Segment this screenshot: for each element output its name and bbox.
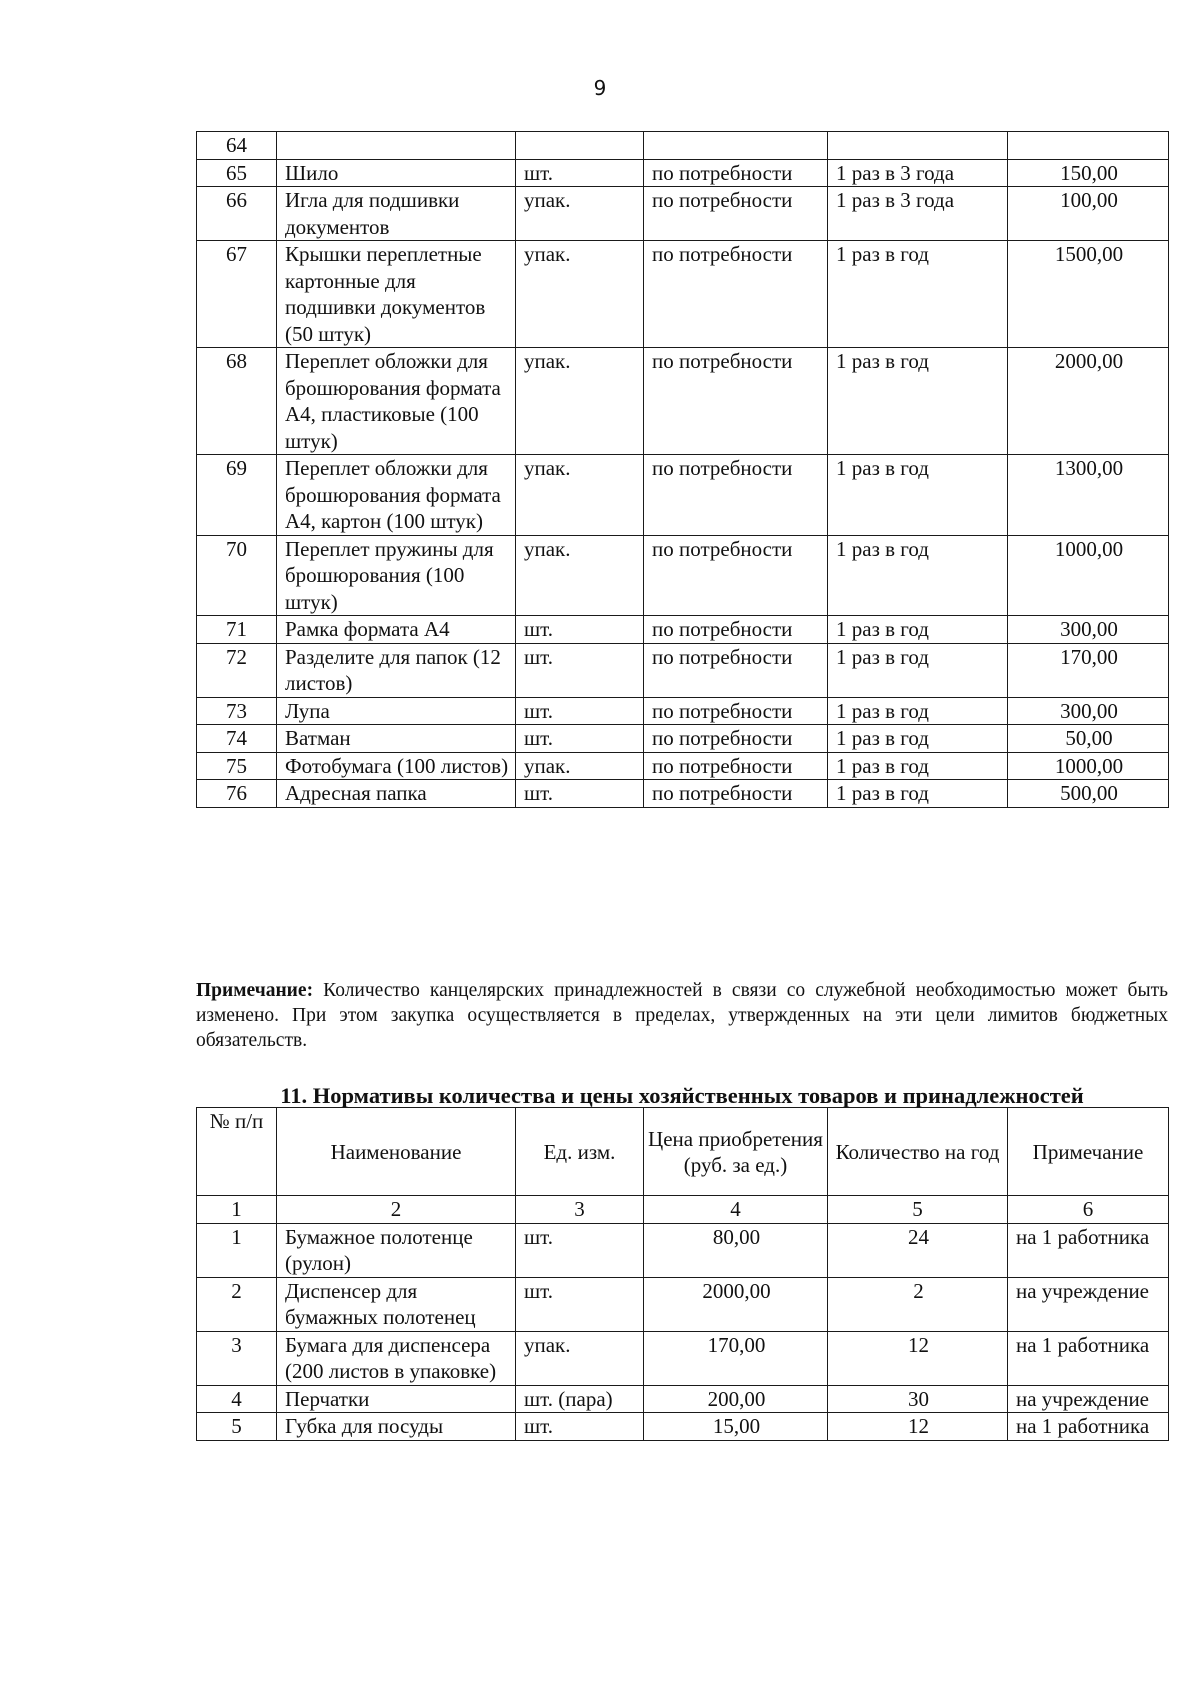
item-name-cell: Крышки переплетные картонные для подшивки документов (50 штук) <box>277 241 516 348</box>
item-name-cell: Бумага для диспенсера (200 листов в упаковке) <box>277 1331 516 1385</box>
table-row <box>197 780 1169 808</box>
price-cell: 500,00 <box>1008 780 1169 808</box>
header-row <box>197 1108 1169 1196</box>
unit-cell: упак. <box>516 1331 644 1385</box>
frequency-cell: 1 раз в год <box>828 455 1008 536</box>
need-cell: по потребности <box>644 752 828 780</box>
row-number-cell: 66 <box>197 187 277 241</box>
unit-cell: упак. <box>516 455 644 536</box>
household-goods-table <box>196 1107 1169 1441</box>
frequency-cell <box>828 132 1008 160</box>
note-cell: на учреждение <box>1008 1277 1169 1331</box>
table-row <box>197 1385 1169 1413</box>
row-number-cell: 76 <box>197 780 277 808</box>
table-row <box>197 725 1169 753</box>
item-name-cell: Адресная папка <box>277 780 516 808</box>
frequency-cell: 1 раз в год <box>828 643 1008 697</box>
price-cell: 150,00 <box>1008 159 1169 187</box>
header-qty: Количество на год <box>828 1108 1008 1196</box>
price-cell: 170,00 <box>1008 643 1169 697</box>
table-row <box>197 1413 1169 1441</box>
item-name-cell: Губка для посуды <box>277 1413 516 1441</box>
header-price: Цена приобретения (руб. за ед.) <box>644 1108 828 1196</box>
table-row <box>197 132 1169 160</box>
unit-cell: шт. <box>516 725 644 753</box>
item-name-cell <box>277 132 516 160</box>
item-name-cell: Ватман <box>277 725 516 753</box>
need-cell: по потребности <box>644 697 828 725</box>
row-number-cell: 68 <box>197 348 277 455</box>
quantity-cell: 24 <box>828 1223 1008 1277</box>
price-cell: 170,00 <box>644 1331 828 1385</box>
header-note: Примечание <box>1008 1108 1169 1196</box>
frequency-cell: 1 раз в год <box>828 780 1008 808</box>
note-paragraph <box>196 978 1168 1053</box>
quantity-cell: 12 <box>828 1413 1008 1441</box>
table-row <box>197 241 1169 348</box>
table-row <box>197 348 1169 455</box>
table-row <box>197 1277 1169 1331</box>
frequency-cell: 1 раз в год <box>828 535 1008 616</box>
need-cell: по потребности <box>644 725 828 753</box>
row-number-cell: 2 <box>197 1277 277 1331</box>
table-row <box>197 752 1169 780</box>
frequency-cell: 1 раз в 3 года <box>828 159 1008 187</box>
unit-cell: упак. <box>516 535 644 616</box>
item-name-cell: Бумажное полотенце (рулон) <box>277 1223 516 1277</box>
row-number-cell: 64 <box>197 132 277 160</box>
table-row <box>197 159 1169 187</box>
frequency-cell: 1 раз в год <box>828 348 1008 455</box>
section-title: 11. Нормативы количества и цены хозяйственных товаров и принадлежностей <box>280 1083 1084 1108</box>
quantity-cell: 12 <box>828 1331 1008 1385</box>
row-number-cell: 67 <box>197 241 277 348</box>
row-number-cell: 69 <box>197 455 277 536</box>
table-row <box>197 1331 1169 1385</box>
item-name-cell: Игла для подшивки документов <box>277 187 516 241</box>
note-cell: на 1 работника <box>1008 1223 1169 1277</box>
unit-cell: упак. <box>516 348 644 455</box>
quantity-cell: 30 <box>828 1385 1008 1413</box>
note-cell: на 1 работника <box>1008 1413 1169 1441</box>
row-number-cell: 74 <box>197 725 277 753</box>
header-num: № п/п <box>197 1108 277 1196</box>
frequency-cell: 1 раз в год <box>828 752 1008 780</box>
table-row <box>197 643 1169 697</box>
header-unit: Ед. изм. <box>516 1108 644 1196</box>
price-cell: 1000,00 <box>1008 752 1169 780</box>
header-name: Наименование <box>277 1108 516 1196</box>
frequency-cell: 1 раз в год <box>828 616 1008 644</box>
unit-cell: шт. <box>516 643 644 697</box>
unit-cell: шт. <box>516 780 644 808</box>
item-name-cell: Разделите для папок (12 листов) <box>277 643 516 697</box>
need-cell: по потребности <box>644 455 828 536</box>
unit-cell: упак. <box>516 752 644 780</box>
item-name-cell: Шило <box>277 159 516 187</box>
price-cell: 15,00 <box>644 1413 828 1441</box>
item-name-cell: Перчатки <box>277 1385 516 1413</box>
row-number-cell: 65 <box>197 159 277 187</box>
item-name-cell: Переплет обложки для брошюрования формата А4, пластиковые (100 штук) <box>277 348 516 455</box>
unit-cell <box>516 132 644 160</box>
row-number-cell: 75 <box>197 752 277 780</box>
quantity-cell: 2 <box>828 1277 1008 1331</box>
note-text: Количество канцелярских принадлежностей в связи со служебной необходимостью может быть изменено. При этом закупка осуществляется в пределах, утвержденных на эти цели лимитов бюджетных обязательств. <box>196 980 1168 1051</box>
item-name-cell: Переплет обложки для брошюрования формата А4, картон (100 штук) <box>277 455 516 536</box>
unit-cell: шт. <box>516 616 644 644</box>
unit-cell: шт. <box>516 159 644 187</box>
table-row <box>197 455 1169 536</box>
row-number-cell: 5 <box>197 1413 277 1441</box>
need-cell: по потребности <box>644 616 828 644</box>
need-cell: по потребности <box>644 780 828 808</box>
item-name-cell: Лупа <box>277 697 516 725</box>
price-cell: 1500,00 <box>1008 241 1169 348</box>
frequency-cell: 1 раз в год <box>828 697 1008 725</box>
item-name-cell: Переплет пружины для брошюрования (100 штук) <box>277 535 516 616</box>
index-cell: 5 <box>828 1196 1008 1224</box>
price-cell: 200,00 <box>644 1385 828 1413</box>
need-cell <box>644 132 828 160</box>
price-cell: 1300,00 <box>1008 455 1169 536</box>
price-cell: 50,00 <box>1008 725 1169 753</box>
need-cell: по потребности <box>644 159 828 187</box>
price-cell: 1000,00 <box>1008 535 1169 616</box>
unit-cell: упак. <box>516 187 644 241</box>
row-number-cell: 3 <box>197 1331 277 1385</box>
price-cell: 2000,00 <box>1008 348 1169 455</box>
table-row <box>197 697 1169 725</box>
item-name-cell: Рамка формата А4 <box>277 616 516 644</box>
stationery-table <box>196 131 1169 808</box>
row-number-cell: 73 <box>197 697 277 725</box>
need-cell: по потребности <box>644 241 828 348</box>
price-cell: 100,00 <box>1008 187 1169 241</box>
unit-cell: шт. <box>516 1277 644 1331</box>
index-cell: 4 <box>644 1196 828 1224</box>
price-cell: 300,00 <box>1008 697 1169 725</box>
unit-cell: шт. <box>516 1413 644 1441</box>
price-cell: 300,00 <box>1008 616 1169 644</box>
frequency-cell: 1 раз в год <box>828 241 1008 348</box>
item-name-cell: Диспенсер для бумажных полотенец <box>277 1277 516 1331</box>
index-cell: 3 <box>516 1196 644 1224</box>
need-cell: по потребности <box>644 348 828 455</box>
frequency-cell: 1 раз в год <box>828 725 1008 753</box>
page-number: 9 <box>593 76 607 100</box>
unit-cell: шт. <box>516 697 644 725</box>
row-number-cell: 4 <box>197 1385 277 1413</box>
row-number-cell: 70 <box>197 535 277 616</box>
table-row <box>197 616 1169 644</box>
need-cell: по потребности <box>644 535 828 616</box>
table-row <box>197 187 1169 241</box>
index-cell: 2 <box>277 1196 516 1224</box>
row-number-cell: 1 <box>197 1223 277 1277</box>
note-cell: на учреждение <box>1008 1385 1169 1413</box>
index-cell: 1 <box>197 1196 277 1224</box>
unit-cell: упак. <box>516 241 644 348</box>
note-label: Примечание: <box>196 980 314 1001</box>
note-cell: на 1 работника <box>1008 1331 1169 1385</box>
table-row <box>197 1223 1169 1277</box>
need-cell: по потребности <box>644 187 828 241</box>
row-number-cell: 71 <box>197 616 277 644</box>
frequency-cell: 1 раз в 3 года <box>828 187 1008 241</box>
price-cell <box>1008 132 1169 160</box>
price-cell: 2000,00 <box>644 1277 828 1331</box>
table-row <box>197 535 1169 616</box>
index-row <box>197 1196 1169 1224</box>
price-cell: 80,00 <box>644 1223 828 1277</box>
item-name-cell: Фотобумага (100 листов) <box>277 752 516 780</box>
unit-cell: шт. <box>516 1223 644 1277</box>
index-cell: 6 <box>1008 1196 1169 1224</box>
need-cell: по потребности <box>644 643 828 697</box>
row-number-cell: 72 <box>197 643 277 697</box>
unit-cell: шт. (пара) <box>516 1385 644 1413</box>
